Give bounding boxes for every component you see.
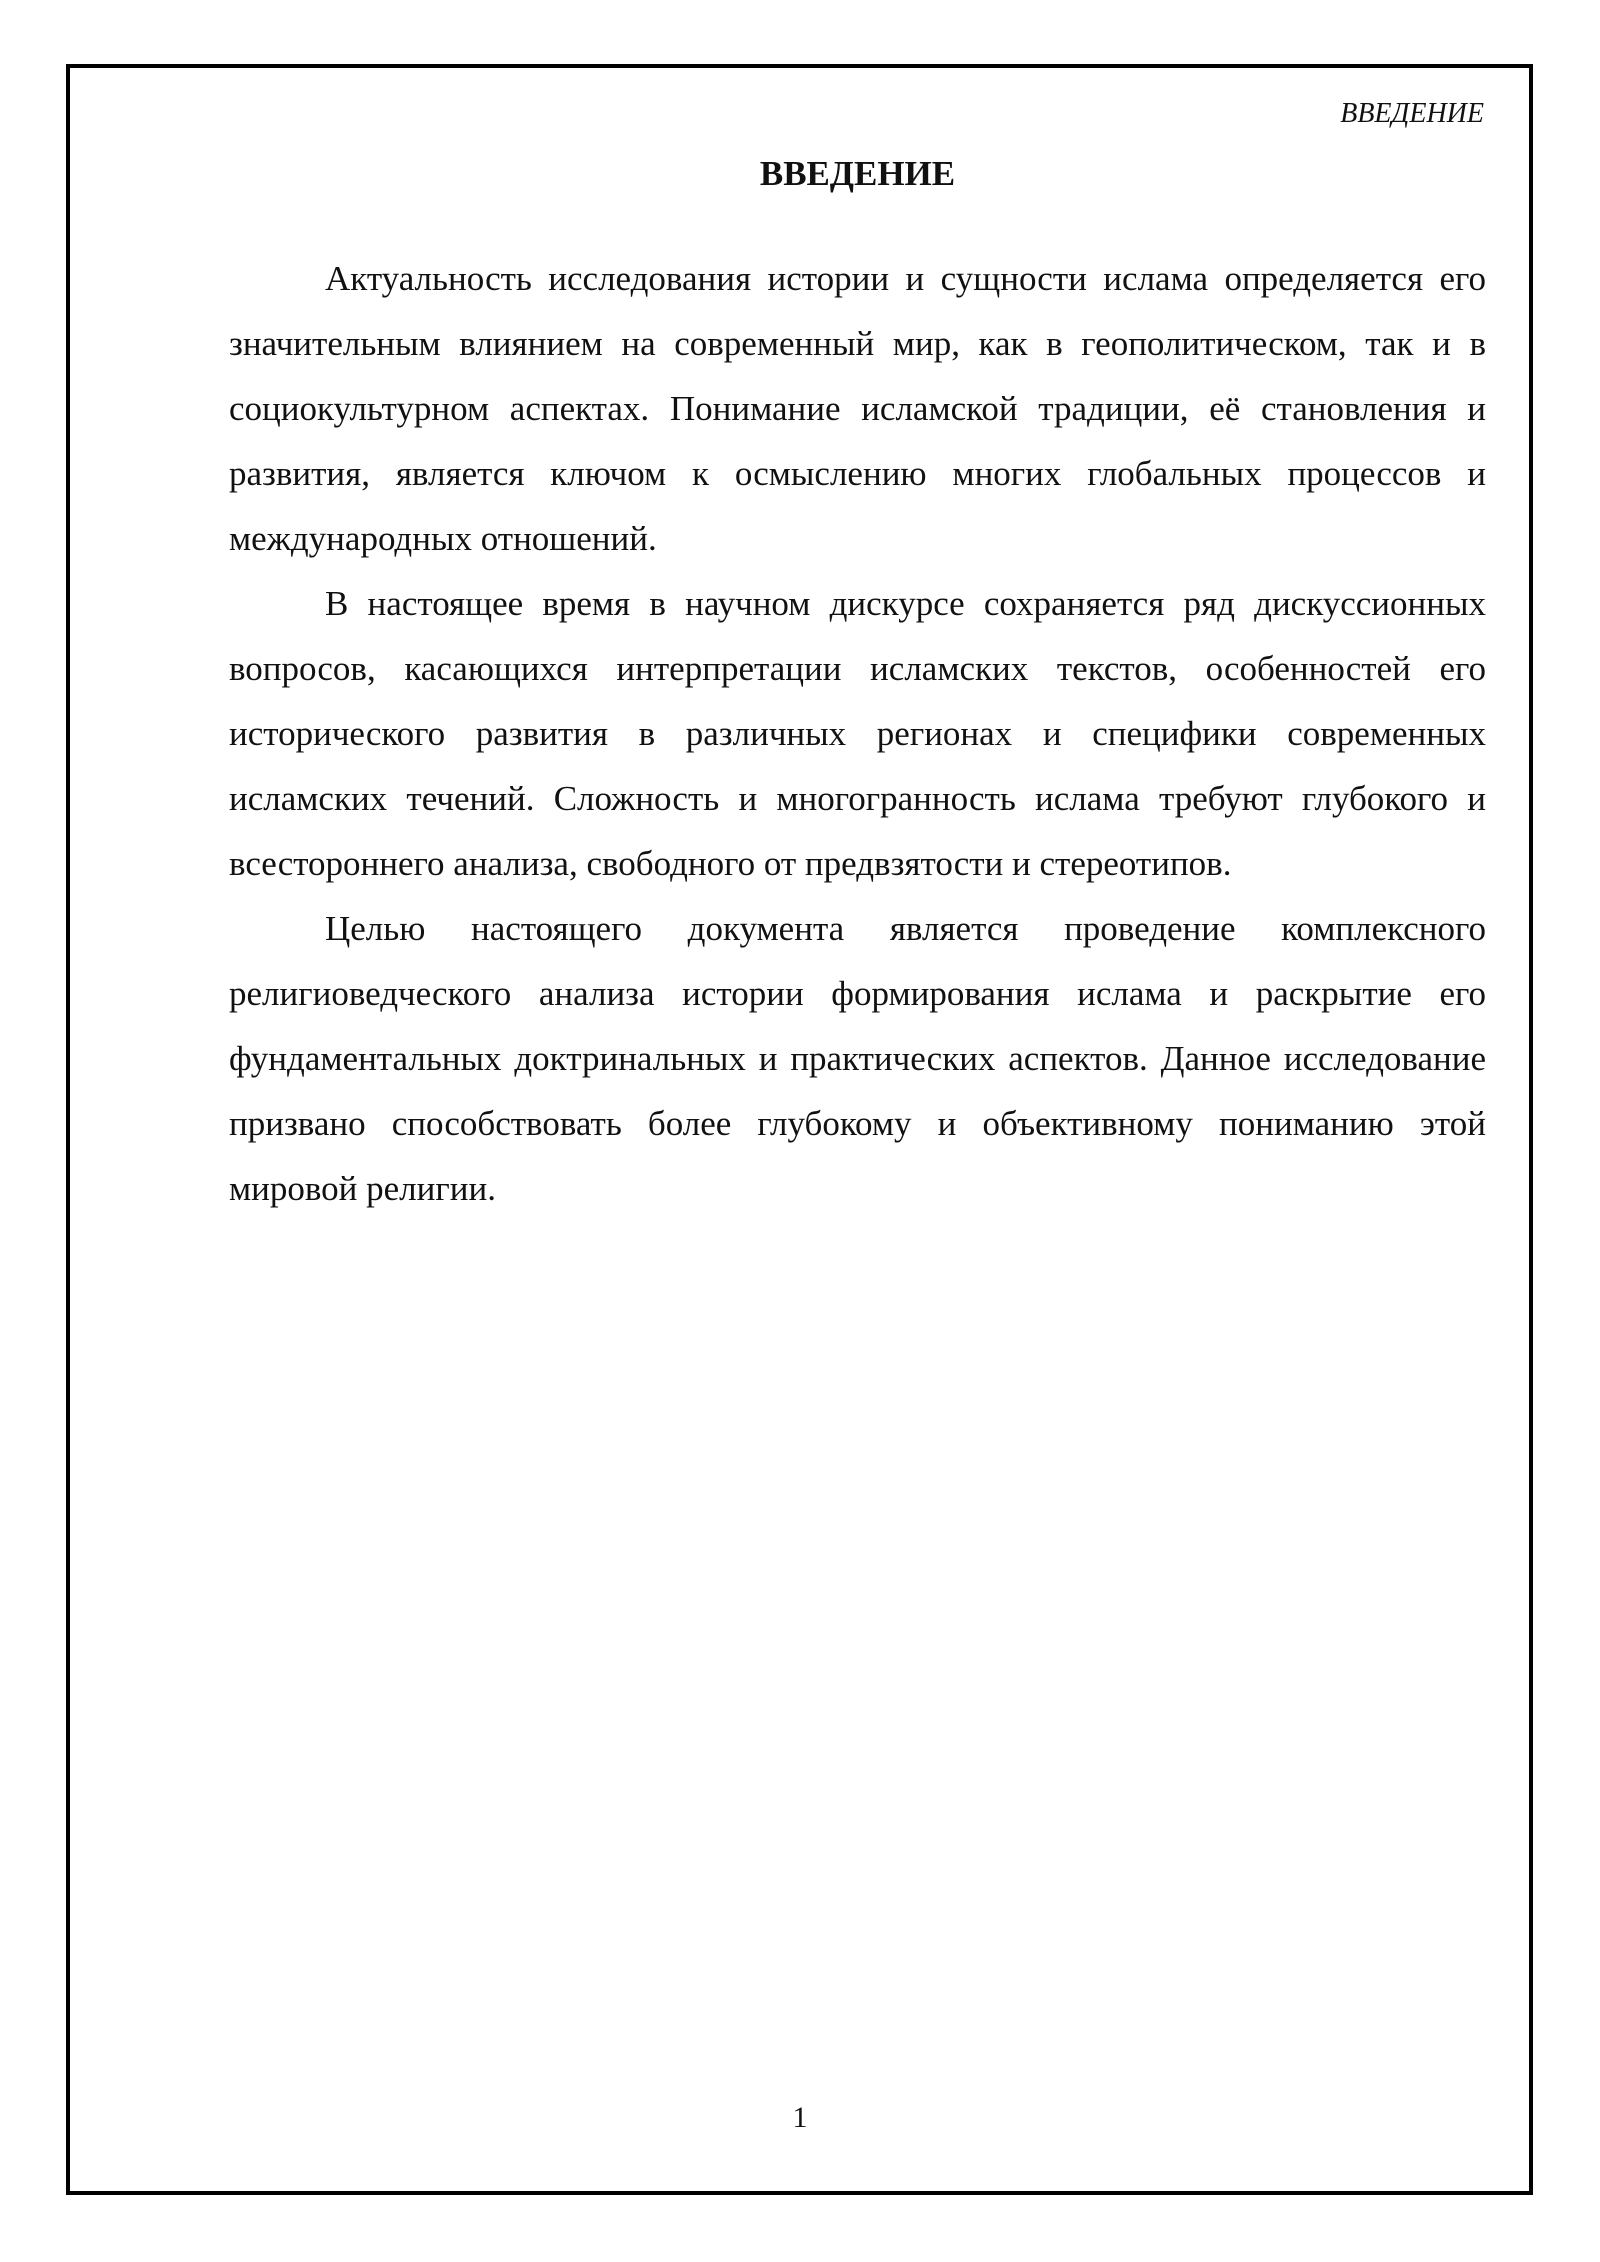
paragraph-1: Актуальность исследования истории и сущности ислама определяется его значительным влиянием на современный мир, как в геополитическом, так и в социокультурном аспектах. Понимание исламской традиции, её становления и развития, является ключом к осмыслению многих глобальных процессов и международных отношений.	[229, 259, 1486, 558]
page-title: ВВЕДЕНИЕ	[759, 154, 956, 193]
paragraph-3: Целью настоящего документа является проведение комплексного религиоведческого анализа истории формирования ислама и раскрытие его фундаментальных доктринальных и практических аспектов. Данное исследование призвано способствовать более глубокому и объективному пониманию этой мировой религии.	[229, 909, 1486, 1208]
paragraph-2: В настоящее время в научном дискурсе сохраняется ряд дискуссионных вопросов, касающихся интерпретации исламских текстов, особенностей его исторического развития в различных регионах и специфики современных исламских течений. Сложность и многогранность ислама требуют глубокого и всестороннего анализа, свободного от предвзятости и стереотипов.	[229, 584, 1486, 883]
page-number: 1	[792, 2101, 808, 2134]
running-header: ВВЕДЕНИЕ	[1340, 98, 1484, 129]
body-text	[229, 246, 1486, 1221]
